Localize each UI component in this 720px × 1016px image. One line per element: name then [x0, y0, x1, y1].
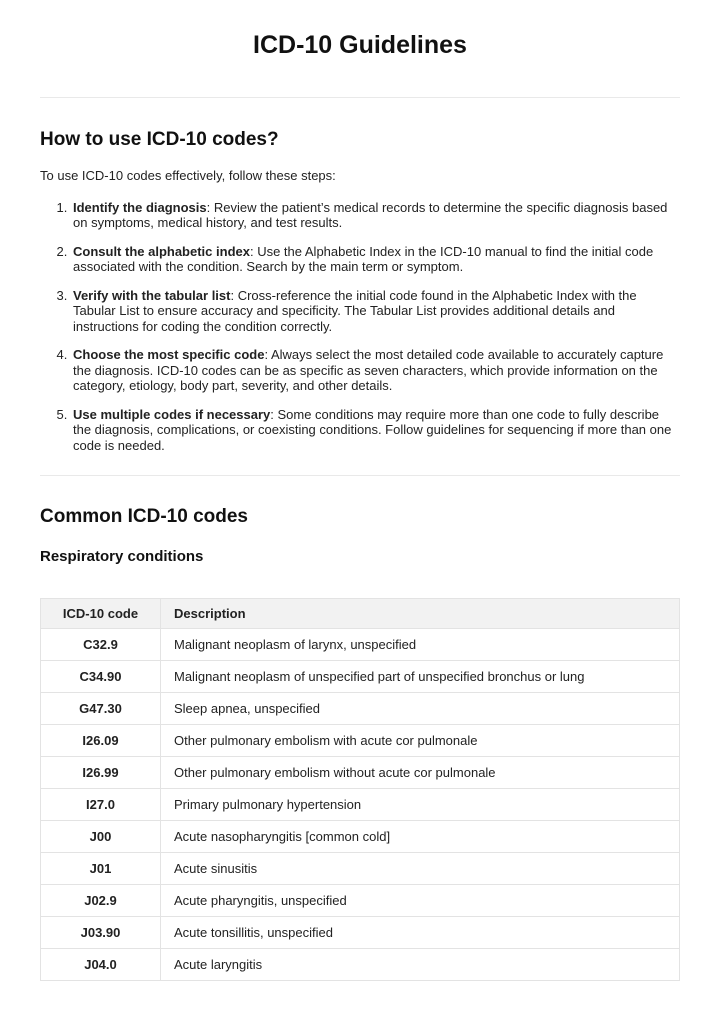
description-cell: Acute tonsillitis, unspecified — [161, 917, 680, 949]
table-row — [41, 949, 680, 981]
description-cell: Acute nasopharyngitis [common cold] — [161, 821, 680, 853]
code-cell: I27.0 — [41, 789, 161, 821]
column-header-description: Description — [161, 599, 680, 629]
step-text: : Use the Alphabetic Index in the ICD-10 manual to find the initial code associated with the condition. Search by the main term or symptom. — [73, 243, 654, 274]
description-cell: Malignant neoplasm of larynx, unspecified — [161, 629, 680, 661]
table-row — [41, 821, 680, 853]
step-item-4 — [71, 347, 680, 394]
table-header-row — [41, 599, 680, 629]
page-title: ICD-10 Guidelines — [253, 31, 467, 59]
description-cell: Acute pharyngitis, unspecified — [161, 885, 680, 917]
divider-middle — [40, 475, 680, 476]
document-page — [0, 31, 720, 1016]
table-row — [41, 725, 680, 757]
how-to-heading: How to use ICD-10 codes? — [40, 129, 279, 150]
code-cell: J04.0 — [41, 949, 161, 981]
column-header-code: ICD-10 code — [41, 599, 161, 629]
table-row — [41, 853, 680, 885]
step-item-5 — [71, 407, 680, 454]
code-cell: J00 — [41, 821, 161, 853]
table-row — [41, 757, 680, 789]
table-row — [41, 661, 680, 693]
table-row — [41, 789, 680, 821]
code-cell: I26.99 — [41, 757, 161, 789]
description-cell: Sleep apnea, unspecified — [161, 693, 680, 725]
description-cell: Acute laryngitis — [161, 949, 680, 981]
description-cell: Malignant neoplasm of unspecified part of unspecified bronchus or lung — [161, 661, 680, 693]
step-lead: Use multiple codes if necessary — [73, 406, 271, 422]
how-to-steps-list — [40, 200, 680, 454]
icd-codes-table — [40, 598, 680, 981]
step-item-3 — [71, 288, 680, 335]
section-how-to — [40, 129, 680, 453]
description-cell: Other pulmonary embolism with acute cor pulmonale — [161, 725, 680, 757]
code-cell: G47.30 — [41, 693, 161, 725]
table-row — [41, 629, 680, 661]
step-text: : Review the patient’s medical records to determine the specific diagnosis based on symptoms, medical history, and test results. — [73, 199, 668, 230]
table-row — [41, 885, 680, 917]
section-common-codes — [40, 506, 680, 981]
description-cell: Primary pulmonary hypertension — [161, 789, 680, 821]
code-cell: I26.09 — [41, 725, 161, 757]
table-row — [41, 917, 680, 949]
how-to-intro: To use ICD-10 codes effectively, follow these steps: — [40, 168, 336, 183]
step-text: : Cross-reference the initial code found in the Alphabetic Index with the Tabular List to ensure accuracy and specificity. The Tabular List provides additional details and instructions for coding the condition correctly. — [73, 287, 637, 334]
step-item-2 — [71, 244, 680, 275]
step-lead: Identify the diagnosis — [73, 199, 207, 215]
step-text: : Some conditions may require more than one code to fully describe the diagnosis, complications, or coexisting conditions. Follow guidelines for sequencing if more than one code is needed. — [73, 406, 672, 453]
respiratory-subheading: Respiratory conditions — [40, 548, 204, 565]
step-lead: Consult the alphabetic index — [73, 243, 250, 259]
description-cell: Other pulmonary embolism without acute cor pulmonale — [161, 757, 680, 789]
common-codes-heading: Common ICD-10 codes — [40, 506, 248, 527]
table-row — [41, 693, 680, 725]
code-cell: J02.9 — [41, 885, 161, 917]
code-cell: C34.90 — [41, 661, 161, 693]
code-cell: J01 — [41, 853, 161, 885]
code-cell: J03.90 — [41, 917, 161, 949]
divider-top — [40, 97, 680, 98]
code-cell: C32.9 — [41, 629, 161, 661]
step-item-1 — [71, 200, 680, 231]
step-lead: Verify with the tabular list — [73, 287, 231, 303]
step-lead: Choose the most specific code — [73, 347, 265, 362]
description-cell: Acute sinusitis — [161, 853, 680, 885]
step-text: : Always select the most detailed code available to accurately capture the diagnosis. ICD-10 codes can be as specific as seven characters, which provide information on the category, etiology, body part, severity, and other details. — [73, 347, 664, 393]
